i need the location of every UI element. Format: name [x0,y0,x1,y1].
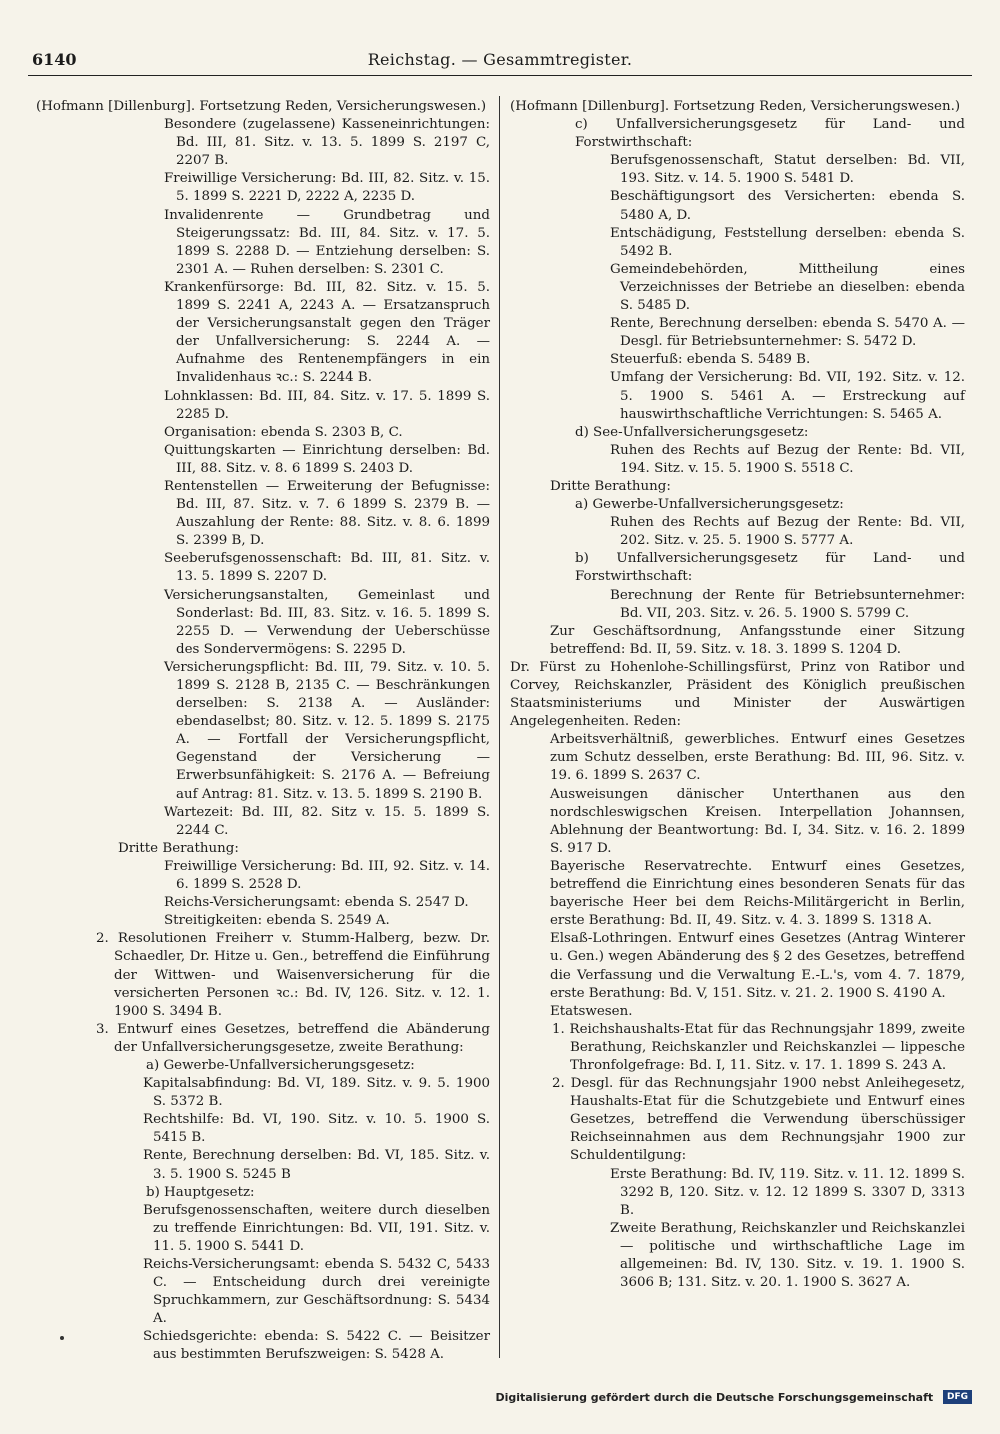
index-entry: (Hofmann [Dillenburg]. Fortsetzung Reden, Versicherungswesen.) [36,99,487,114]
page-number: 6140 [32,50,77,69]
index-entry: 1. Reichshaushalts-Etat für das Rechnungsjahr 1899, zweite Berathung, Reichskanzler und Reichskanzlei — lippesche Thronfolgefrage: Bd. I, 11. Sitz. v. 17. 1. 1899 S. 243 A. [552,1021,965,1073]
index-entry: Wartezeit: Bd. III, 82. Sitz v. 15. 5. 1899 S. 2244 C. [164,804,490,838]
index-entry: Quittungskarten — Einrichtung derselben: Bd. III, 88. Sitz. v. 8. 6 1899 S. 2403 D. [164,442,490,476]
index-entry: Rente, Berechnung derselben: ebenda S. 5470 A. — Desgl. für Betriebsunternehmer: S. 5472 D. [610,316,965,350]
footer-credit [495,1390,972,1404]
index-entry: b) Hauptgesetz: [146,1184,255,1200]
index-entry: a) Gewerbe-Unfallversicherungsgesetz: [575,497,844,513]
index-entry: Steuerfuß: ebenda S. 5489 B. [610,352,811,368]
index-entry: Streitigkeiten: ebenda S. 2549 A. [164,913,390,929]
index-entry: Gemeindebehörden, Mittheilung eines Verzeichnisses der Betriebe an dieselben: ebenda S. 5485 D. [610,261,965,314]
index-entry: Krankenfürsorge: Bd. III, 82. Sitz. v. 15. 5. 1899 S. 2241 A, 2243 A. — Ersatzanspruch der Versicherungsanstalt gegen den Träger der Unfallversicherung: S. 2244 A. — Aufnahme des Rentenempfängers in ein Invalidenhaus ꝛc.: S. 2244 B. [164,279,490,386]
column-divider [499,96,500,1358]
index-entry: Entschädigung, Feststellung derselben: ebenda S. 5492 B. [610,225,965,259]
index-entry: Lohnklassen: Bd. III, 84. Sitz. v. 17. 5. 1899 S. 2285 D. [164,388,490,422]
index-entry: Rechtshilfe: Bd. VI, 190. Sitz. v. 10. 5. 1900 S. 5415 B. [143,1112,490,1146]
header-rule [28,75,972,76]
index-entry: Versicherungspflicht: Bd. III, 79. Sitz. v. 10. 5. 1899 S. 2128 B, 2135 C. — Beschränkungen derselben: S. 2138 A. — Ausländer: ebendaselbst; 80. Sitz. v. 12. 5. 1899 S. 2175 A. — Fortfall der Versicherungspflicht, Gegenstand der Versicherung — Erwerbsunfähigkeit: S. 2176 A. — Befreiung auf Antrag: 81. Sitz. v. 13. 5. 1899 S. 2190 B. [164,659,490,802]
index-entry: Reichs-Versicherungsamt: ebenda S. 2547 D. [164,895,469,911]
index-entry: 2. Resolutionen Freiherr v. Stumm-Halberg, bezw. Dr. Schaedler, Dr. Hitze u. Gen., betreffend die Einführung der Wittwen- und Waisenversicherung für die versicherten Personen ꝛc.: Bd. IV, 126. Sitz. v. 12. 1. 1900 S. 3494 B. [96,931,490,1019]
index-entry: Dr. Fürst zu Hohenlohe-Schillingsfürst, Prinz von Ratibor und Corvey, Reichskanzler, Präsident des Königlich preußischen Staatsministeriums und Minister der Auswärtigen Angelegenheiten. Reden: [510,659,965,730]
index-entry: Erste Berathung: Bd. IV, 119. Sitz. v. 11. 12. 1899 S. 3292 B, 120. Sitz. v. 12. 12 1899 S. 3307 D, 3313 B. [610,1166,965,1218]
index-entry: Rente, Berechnung derselben: Bd. VI, 185. Sitz. v. 3. 5. 1900 S. 5245 B [143,1148,490,1182]
running-title: Reichstag. — Gesammtregister. [367,50,633,69]
index-entry: d) See-Unfallversicherungsgesetz: [575,424,809,440]
index-entry: Beschäftigungsort des Versicherten: ebenda S. 5480 A, D. [610,189,965,223]
index-entry: Arbeitsverhältniß, gewerbliches. Entwurf eines Gesetzes zum Schutz desselben, erste Berathung: Bd. III, 96. Sitz. v. 19. 6. 1899 S. 2637 C. [550,732,965,784]
index-entry: 2. Desgl. für das Rechnungsjahr 1900 nebst Anleihegesetz, Haushalts-Etat für die Schutzgebiete und Entwurf eines Gesetzes, betreffend die Verwendung überschüssiger Reichseinnahmen aus dem Rechnungsjahr 1900 zur Schuldentilgung: [552,1076,965,1164]
index-entry: Berechnung der Rente für Betriebsunternehmer: Bd. VII, 203. Sitz. v. 26. 5. 1900 S. 5799 C. [610,587,965,621]
index-entry: Kapitalsabfindung: Bd. VI, 189. Sitz. v. 9. 5. 1900 S. 5372 B. [143,1076,490,1110]
index-entry: Zweite Berathung, Reichskanzler und Reichskanzlei — politische und wirthschaftliche Lage im allgemeinen: Bd. IV, 130. Sitz. v. 19. 1. 1900 S. 3606 B; 131. Sitz. v. 20. 1. 1900 S. 3627 A. [610,1220,965,1291]
index-entry: Etatswesen. [550,1003,633,1019]
index-entry: Dritte Berathung: [550,478,671,494]
index-entry: Umfang der Versicherung: Bd. VII, 192. Sitz. v. 12. 5. 1900 S. 5461 A. — Erstreckung auf hauswirthschaftliche Verrichtungen: S. 5465 A. [610,370,965,422]
index-entry: Ruhen des Rechts auf Bezug der Rente: Bd. VII, 194. Sitz. v. 15. 5. 1900 S. 5518 C. [610,442,965,476]
index-entry: Organisation: ebenda S. 2303 B, C. [164,424,403,440]
index-entry: Invalidenrente — Grundbetrag und Steigerungssatz: Bd. III, 84. Sitz. v. 17. 5. 1899 S. 2288 D. — Entziehung derselben: S. 2301 A. — Ruhen derselben: S. 2301 C. [164,207,490,277]
index-entry: Zur Geschäftsordnung, Anfangsstunde einer Sitzung betreffend: Bd. II, 59. Sitz. v. 18. 3. 1899 S. 1204 D. [550,623,965,657]
index-entry: Freiwillige Versicherung: Bd. III, 92. Sitz. v. 14. 6. 1899 S. 2528 D. [164,858,490,893]
index-entry: (Hofmann [Dillenburg]. Fortsetzung Reden, Versicherungswesen.) [510,99,961,114]
margin-dot [60,1336,64,1340]
index-entry: a) Gewerbe-Unfallversicherungsgesetz: [146,1057,415,1073]
index-entry: Rentenstellen — Erweiterung der Befugnisse: Bd. III, 87. Sitz. v. 7. 6 1899 S. 2379 B. — Auszahlung der Rente: 88. Sitz. v. 8. 6. 1899 S. 2399 B, D. [164,478,490,549]
index-entry: Berufsgenossenschaft, Statut derselben: Bd. VII, 193. Sitz. v. 14. 5. 1900 S. 5481 D. [610,153,965,187]
index-entry: Berufsgenossenschaften, weitere durch dieselben zu treffende Einrichtungen: Bd. VII, 191. Sitz. v. 11. 5. 1900 S. 5441 D. [143,1202,490,1254]
index-entry: Bayerische Reservatrechte. Entwurf eines Gesetzes, betreffend die Einrichtung eines besonderen Senats für das bayerische Heer bei dem Reichs-Militärgericht in Berlin, erste Berathung: Bd. II, 49. Sitz. v. 4. 3. 1899 S. 1318 A. [550,858,965,929]
index-entry: b) Unfallversicherungsgesetz für Land- und Forstwirthschaft: [575,551,965,585]
index-entry: Reichs-Versicherungsamt: ebenda S. 5432 C, 5433 C. — Entscheidung durch drei vereinigte Spruchkammern, zur Geschäftsordnung: S. 5434 A. [143,1257,490,1327]
index-entry: 3. Entwurf eines Gesetzes, betreffend die Abänderung der Unfallversicherungsgesetze, zweite Berathung: [96,1021,490,1055]
index-entry: Besondere (zugelassene) Kasseneinrichtungen: Bd. III, 81. Sitz. v. 13. 5. 1899 S. 2197 C, 2207 B. [164,117,490,169]
index-entry: Elsaß-Lothringen. Entwurf eines Gesetzes (Antrag Winterer u. Gen.) wegen Abänderung des § 2 des Gesetzes, betreffend die Verfassung und die Verwaltung E.-L.'s, vom 4. 7. 1879, erste Berathung: Bd. V, 151. Sitz. v. 21. 2. 1900 S. 4190 A. [550,931,965,1001]
index-entry: Seeberufsgenossenschaft: Bd. III, 81. Sitz. v. 13. 5. 1899 S. 2207 D. [164,551,490,585]
index-entry: Schiedsgerichte: ebenda: S. 5422 C. — Beisitzer aus bestimmten Berufszweigen: S. 5428 A. [143,1329,490,1363]
dfg-logo: DFG [943,1390,972,1404]
index-entry: Ruhen des Rechts auf Bezug der Rente: Bd. VII, 202. Sitz. v. 25. 5. 1900 S. 5777 A. [610,515,965,549]
index-entry: Dritte Berathung: [118,840,239,856]
index-entry: Freiwillige Versicherung: Bd. III, 82. Sitz. v. 15. 5. 1899 S. 2221 D, 2222 A, 2235 D. [164,171,490,205]
left-column [36,98,490,1365]
right-column [510,98,965,1292]
index-entry: Versicherungsanstalten, Gemeinlast und Sonderlast: Bd. III, 83. Sitz. v. 16. 5. 1899 S. 2255 D. — Verwendung der Ueberschüsse des Sondervermögens: S. 2295 D. [164,587,490,657]
index-entry: Ausweisungen dänischer Unterthanen aus den nordschleswigschen Kreisen. Interpellation Johannsen, Ablehnung der Beantwortung: Bd. I, 34. Sitz. v. 16. 2. 1899 S. 917 D. [550,786,965,856]
index-entry: c) Unfallversicherungsgesetz für Land- und Forstwirthschaft: [575,117,965,151]
footer-credit-text: Digitalisierung gefördert durch die Deutsche Forschungsgemeinschaft [495,1390,934,1404]
